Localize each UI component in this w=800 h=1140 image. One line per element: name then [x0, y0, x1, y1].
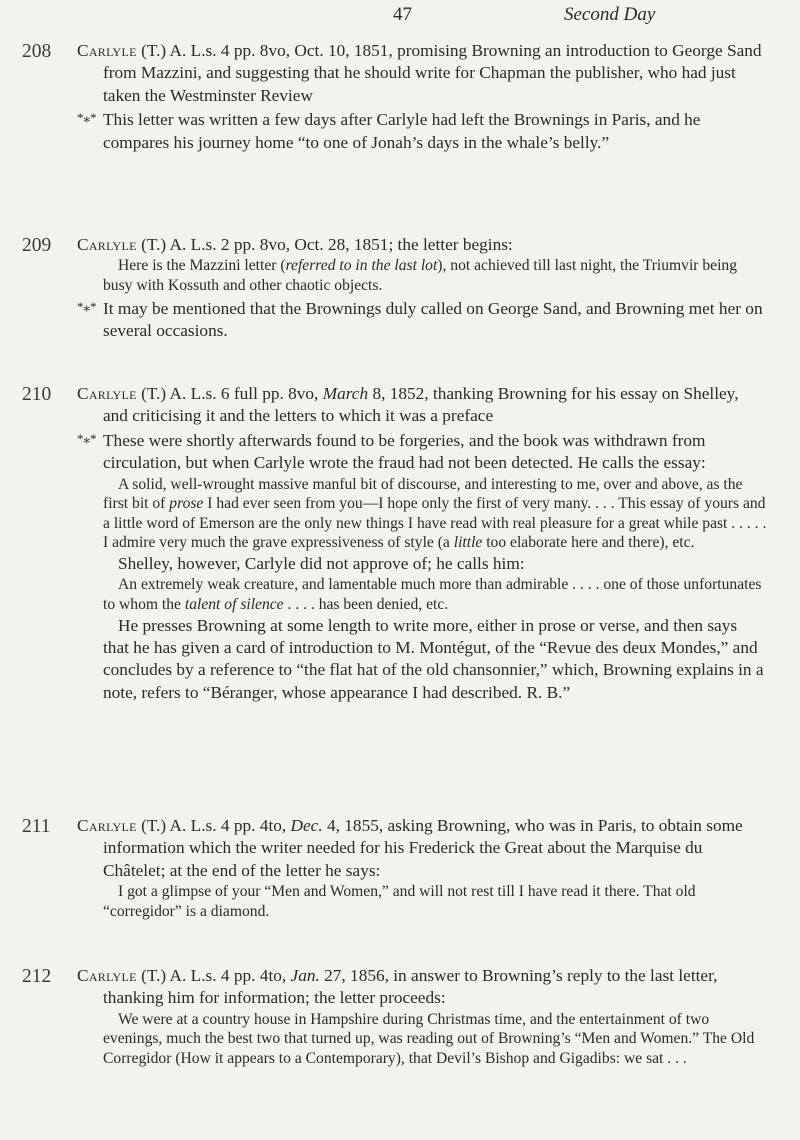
- author-name: Carlyle: [77, 966, 137, 985]
- lot-text-italic: Dec.: [290, 816, 323, 835]
- lot-text: (T.) A. L.s. 4 pp. 8vo, Oct. 10, 1851, promising Browning an introduction to George Sand from Mazzini, and suggesting that he should write for Chapman the publisher, who had just taken the Westminster Review: [103, 41, 762, 105]
- lot-text: 4, 1855, asking Browning, who was in Paris, to obtain some information which the writer needed for his Frederick the Great about the Marquise du Châtelet; at the end of the letter he says:: [103, 816, 743, 880]
- lot-text: 8, 1852, thanking Browning for his essay on Shelley, and criticising it and the letters to which it was a preface: [103, 384, 739, 426]
- note-text: These were shortly afterwards found to be forgeries, and the book was withdrawn from circulation, but when Carlyle wrote the fraud had not been detected. He calls the essay:: [103, 430, 706, 473]
- lot-text-italic: Jan.: [290, 966, 320, 985]
- quotation: I got a glimpse of your “Men and Women,” and will not rest till I have read it there. That old “corregidor” is a diamond.: [103, 883, 696, 920]
- quote-italic: referred to in the last lot: [285, 257, 438, 275]
- entry-body: [77, 965, 767, 1069]
- page-number: 47: [393, 4, 412, 25]
- author-name: Carlyle: [77, 235, 137, 254]
- running-title: Second Day: [564, 4, 656, 25]
- quotation: We were at a country house in Hampshire during Christmas time, and the entertainment of two evenings, much the best two that turned up, was reading out of Browning’s “Men and Women.” The Old Corregidor (How it appears to a Contemporary), that Devil’s Bishop and Gigadibs: we sat . . .: [103, 1010, 755, 1067]
- asterism-icon: *⁎*: [77, 110, 97, 126]
- quotation: [77, 575, 767, 614]
- quote-text: too elaborate here and there), etc.: [482, 534, 695, 552]
- lot-note: [77, 428, 767, 475]
- quotation: [77, 475, 767, 553]
- note-text: This letter was written a few days after Carlyle had left the Brownings in Paris, and he compares his journey home “to one of Jonah’s days in the whale’s belly.”: [103, 110, 701, 152]
- author-name: Carlyle: [77, 816, 137, 835]
- quote-italic: talent of silence: [184, 596, 284, 613]
- note-text: It may be mentioned that the Brownings duly called on George Sand, and Browning met her on several occasions.: [103, 298, 763, 340]
- entry-body: [77, 383, 767, 704]
- lot-number: 210: [22, 384, 52, 405]
- lot-description: [77, 965, 767, 1010]
- lot-description: [77, 40, 767, 107]
- entry-body: [77, 234, 767, 342]
- lot-note: [77, 296, 767, 343]
- lot-text: (T.) A. L.s. 6 full pp. 8vo,: [136, 384, 323, 403]
- lot-number: 208: [22, 41, 52, 62]
- paragraph: Shelley, however, Carlyle did not approve of; he calls him:: [118, 554, 525, 573]
- lot-description: [77, 383, 767, 428]
- quotation: [77, 256, 767, 295]
- lot-number: 209: [22, 235, 52, 256]
- author-name: Carlyle: [77, 41, 137, 60]
- lot-number: 212: [22, 966, 52, 987]
- author-name: Carlyle: [77, 384, 137, 403]
- quote-text: ), not achieved till last night, the Triumvir being busy with Kossuth and other chaotic objects.: [103, 257, 738, 294]
- quote-text: I had ever seen from you—I hope only the first of very many. . . . This essay of yours and a little word of Emerson are the only new things I have read with real pleasure for a great while past . . . . . I admire very much the grave expressiveness of style (a: [103, 495, 767, 552]
- page-header: [0, 4, 800, 28]
- lot-text: 27, 1856, in answer to Browning’s reply to the last letter, thanking him for information; the letter proceeds:: [103, 966, 718, 1008]
- quote-italic: prose: [169, 495, 204, 513]
- asterism-icon: *⁎*: [77, 298, 97, 314]
- quote-text: Here is the Mazzini letter (: [118, 257, 286, 275]
- lot-text: (T.) A. L.s. 4 pp. 4to,: [136, 966, 291, 985]
- paragraph: He presses Browning at some length to write more, either in prose or verse, and then says that he has given a card of introduction to M. Montégut, of the “Revue des deux Mondes,” and concludes by a reference to “the flat hat of the old chansonnier,” which, Browning explains in a note, refers to “Béranger, whose appearance I had described. R. B.”: [103, 615, 764, 702]
- lot-note: [77, 107, 767, 154]
- lot-text: (T.) A. L.s. 4 pp. 4to,: [136, 816, 291, 835]
- lot-description: [77, 234, 767, 256]
- quote-italic: little: [453, 534, 483, 552]
- quote-text: A solid, well-wrought massive manful bit of discourse, and interesting to me, over and above, as the first bit of: [103, 475, 743, 513]
- quote-text: An extremely weak creature, and lamentable much more than admirable . . . . one of those unfortunates to whom the: [103, 576, 762, 613]
- lot-text-italic: March: [322, 384, 369, 403]
- asterism-icon: *⁎*: [77, 430, 97, 446]
- lot-text: (T.) A. L.s. 2 pp. 8vo, Oct. 28, 1851; the letter begins:: [136, 235, 513, 254]
- lot-description: [77, 815, 767, 882]
- entry-body: [77, 40, 767, 154]
- entry-body: [77, 815, 767, 921]
- lot-number: 211: [22, 816, 51, 837]
- quote-text: . . . . has been denied, etc.: [283, 596, 449, 613]
